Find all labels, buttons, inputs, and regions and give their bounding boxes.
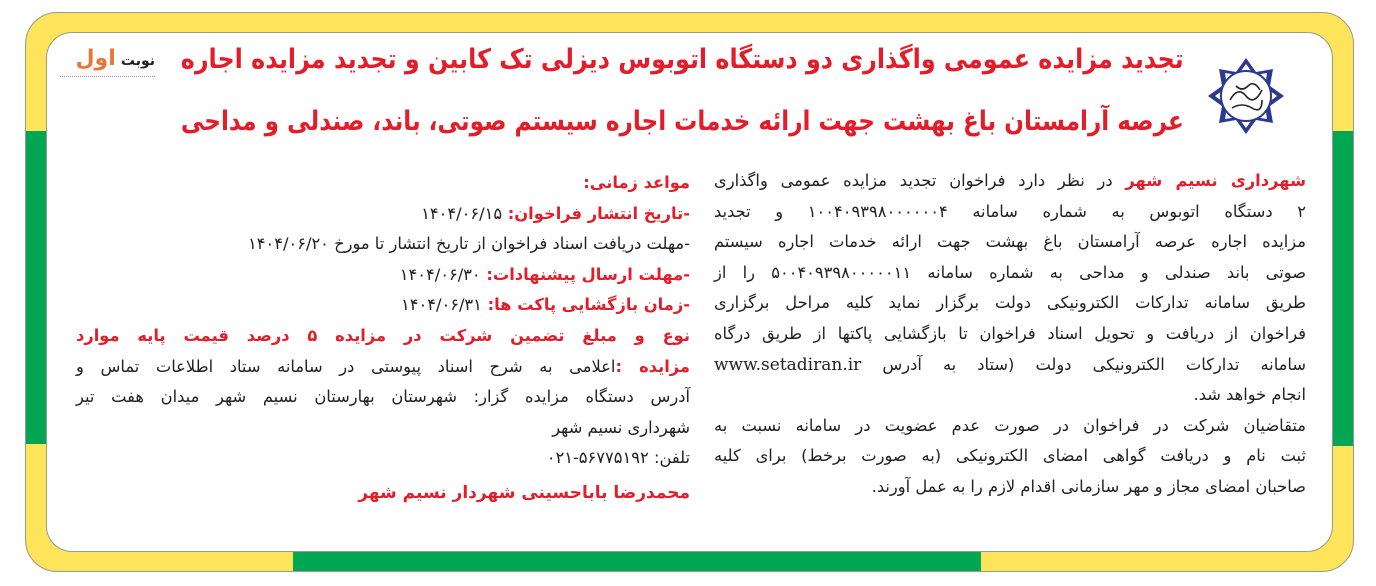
body-text: صوتی باند صندلی و مداحی به شماره سامانه	[911, 262, 1307, 282]
title-line-1: تجدید مزایده عمومی واگذاری دو دستگاه اتوبوس دیزلی تک کابین و تجدید مزایده اجاره	[180, 44, 1184, 75]
phone-label: تلفن:	[648, 448, 690, 468]
opening-date-label: -زمان بازگشایی پاکت ها:	[481, 295, 690, 315]
bids-deadline: ۱۴۰۴/۰۶/۳۰	[399, 264, 481, 284]
docs-deadline: ۱۴۰۴/۰۶/۲۰	[248, 234, 329, 254]
body-text: صاحبان امضای مجاز و مهر سازمانی اقدام لازم را به عمل آورند.	[871, 476, 1306, 496]
organization-name: شهرداری نسیم شهر	[1125, 171, 1306, 190]
body-text: متقاضیان شرکت در فراخوان در صورت عدم عضویت در سامانه نسبت به	[714, 415, 1306, 435]
publish-date: ۱۴۰۴/۰۶/۱۵	[421, 203, 503, 223]
mayor-signature: محمدرضا باباحسینی شهردار نسیم شهر	[358, 482, 690, 503]
publication-round-badge	[60, 46, 155, 77]
frame-green-left	[26, 131, 48, 444]
announcement-body	[714, 166, 1306, 503]
publish-date-label: -تاریخ انتشار فراخوان:	[502, 203, 690, 223]
opening-date: ۱۴۰۴/۰۶/۳۱	[400, 295, 482, 315]
body-text: و تجدید	[714, 201, 808, 221]
body-text: ثبت نام و دریافت گواهی امضای الکترونیکی (به صورت برخط) برای کلیه	[714, 446, 1306, 466]
title-line-2: عرصه آرامستان باغ بهشت جهت ارائه خدمات اجاره سیستم صوتی، باند، صندلی و مداحی	[181, 106, 1184, 137]
body-text: سامانه تدارکات الکترونیکی دولت (ستاد به آدرس	[861, 354, 1306, 374]
badge-value: اول	[75, 46, 116, 71]
setadiran-link[interactable]: www.setadiran.ir	[714, 354, 862, 375]
body-text: مزایده اجاره عرصه آرامستان باغ بهشت جهت ارائه خدمات اجاره سیستم	[714, 232, 1306, 252]
address-text: آدرس دستگاه مزایده گزار: شهرستان بهارستان نسیم شهر میدان هفت تیر	[76, 387, 690, 407]
phone-number: ۰۲۱-۵۶۷۷۵۱۹۲	[546, 448, 649, 468]
body-text: فراخوان از دریافت و تحویل اسناد فراخوان تا بازگشایی پاکتها از طریق درگاه	[714, 323, 1306, 343]
address-text: شهرداری نسیم شهر	[552, 417, 690, 437]
system-number-bus: ۱۰۰۴۰۹۳۹۸۰۰۰۰۰۰۴	[807, 201, 948, 221]
frame-green-bottom	[293, 550, 981, 571]
body-text: را از	[714, 262, 772, 282]
body-text: ۲ دستگاه اتوبوس به شماره سامانه	[947, 201, 1306, 221]
guarantee-text: نوع و مبلغ تضمین شرکت در مزایده ۵ درصد قیمت پایه موارد	[76, 325, 691, 345]
body-text: طریق سامانه تدارکات الکترونیکی دولت برگزار نماید کلیه مراحل برگزاری	[714, 293, 1306, 313]
municipality-emblem-icon	[1206, 56, 1286, 136]
body-text: در نظر دارد فراخوان تجدید مزایده عمومی واگذاری	[714, 171, 1126, 190]
badge-prefix: نوبت	[120, 53, 155, 69]
schedule-heading: مواعد زمانی:	[583, 173, 690, 192]
guarantee-label: مزایده :	[615, 356, 690, 376]
docs-deadline-label: -مهلت دریافت اسناد فراخوان از تاریخ انتشار تا مورخ	[328, 234, 690, 254]
body-text: انجام خواهد شد.	[1193, 385, 1306, 405]
system-number-cemetery: ۵۰۰۴۰۹۳۹۸۰۰۰۰۰۱۱	[771, 262, 912, 282]
schedule-section	[76, 168, 690, 509]
bids-deadline-label: -مهلت ارسال پیشنهادات:	[480, 264, 690, 284]
guarantee-text: اعلامی به شرح اسناد پیوستی در سامانه ستاد اطلاعات تماس و	[76, 356, 616, 376]
frame-green-right	[1331, 131, 1353, 446]
